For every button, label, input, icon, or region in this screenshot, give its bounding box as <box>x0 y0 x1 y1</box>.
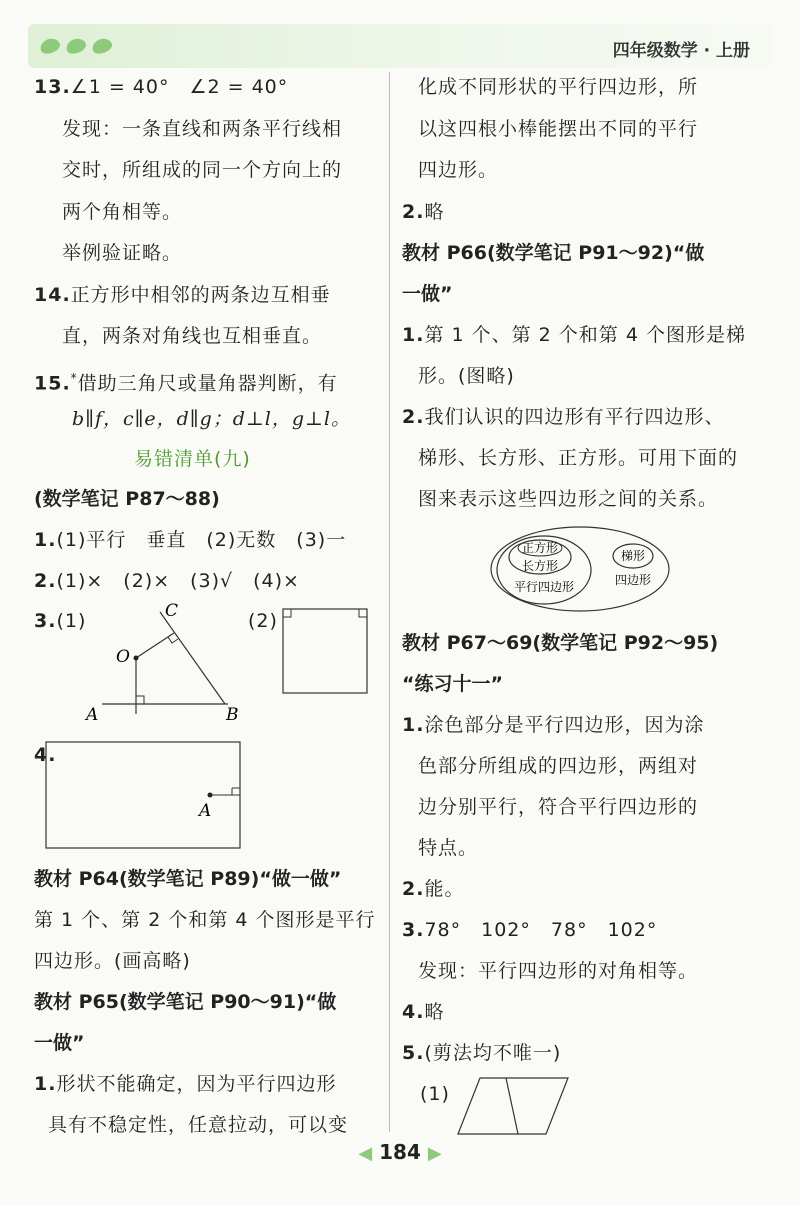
q13 <box>34 74 288 100</box>
q15-text: 借助三角尺或量角器判断，有 <box>77 372 338 395</box>
p65-q1 <box>34 1071 336 1097</box>
p65-text: 形状不能确定，因为平行四边形 <box>56 1073 337 1095</box>
leaf-icon <box>38 36 62 56</box>
leaf-icon <box>90 36 114 56</box>
p66-q1-line: 形。(图略) <box>418 365 515 387</box>
q13-number: 13. <box>34 76 71 98</box>
e1-text: 涂色部分是平行四边形，因为涂 <box>424 714 705 736</box>
e3-text: 78° 102° 78° 102° <box>424 919 658 941</box>
a4-num: 4. <box>34 744 57 766</box>
r2 <box>402 199 444 225</box>
textbook-p66-heading-cont: 一做” <box>402 283 453 305</box>
square-figure <box>280 606 372 696</box>
left-arrow-icon: ◀ <box>358 1143 373 1164</box>
e2 <box>402 876 464 902</box>
right-arrow-icon: ▶ <box>427 1143 442 1164</box>
header-title: 四年级数学 · 上册 <box>612 41 750 61</box>
q13-line: 两个角相等。 <box>62 201 183 223</box>
e1-number: 1. <box>402 714 425 736</box>
q13-answer: ∠1 = 40° ∠2 = 40° <box>70 76 289 98</box>
q14 <box>34 282 331 308</box>
p66-q2-line: 梯形、长方形、正方形。可用下面的 <box>418 447 739 469</box>
a1-number: 1. <box>34 529 57 551</box>
p66-q1 <box>402 322 746 348</box>
textbook-p67-heading-cont: “练习十一” <box>402 673 503 695</box>
p66-q1-number: 1. <box>402 324 425 346</box>
q13-line: 举例验证略。 <box>62 242 183 264</box>
q14-text: 正方形中相邻的两条边互相垂 <box>70 284 331 306</box>
r2-text: 略 <box>424 201 445 223</box>
e5-text: (剪法均不唯一) <box>424 1042 562 1064</box>
e4-number: 4. <box>402 1001 425 1023</box>
q15 <box>34 365 338 396</box>
a2 <box>34 568 300 594</box>
e2-number: 2. <box>402 878 425 900</box>
e4-text: 略 <box>424 1001 445 1023</box>
a2-number: 2. <box>34 570 57 592</box>
e5-number: 5. <box>402 1042 425 1064</box>
e1-line: 色部分所组成的四边形，两组对 <box>418 755 699 777</box>
e1 <box>402 712 704 738</box>
cont-line: 四边形。 <box>418 159 499 181</box>
column-divider <box>389 72 390 1132</box>
p66-q1-text: 第 1 个、第 2 个和第 4 个图形是梯 <box>424 324 746 346</box>
page-header <box>28 24 772 68</box>
e3-line: 发现：平行四边形的对角相等。 <box>418 960 699 982</box>
label-C: C <box>165 601 179 621</box>
cont-line: 化成不同形状的平行四边形，所 <box>418 76 699 98</box>
q14-number: 14. <box>34 284 71 306</box>
page-number <box>345 1140 455 1164</box>
textbook-p67-heading: 教材 P67～69(数学笔记 P92～95) <box>402 632 719 654</box>
venn-quadrilateral-label: 四边形 <box>614 573 652 587</box>
a1-text: (1)平行 垂直 (2)无数 (3)一 <box>56 529 347 551</box>
p64-line: 第 1 个、第 2 个和第 4 个图形是平行 <box>34 909 376 931</box>
e1-line: 特点。 <box>418 837 479 859</box>
textbook-p65-heading: 教材 P65(数学笔记 P90～91)“做 <box>34 991 337 1013</box>
q15-line: b∥f，c∥e，d∥g；d⊥l，g⊥l。 <box>72 408 351 430</box>
q13-line: 交时，所组成的同一个方向上的 <box>62 159 343 181</box>
label-O: O <box>116 647 130 667</box>
leaf-icon <box>64 36 88 56</box>
perpendicular-figure <box>80 600 250 730</box>
venn-trapezoid-label: 梯形 <box>620 549 646 563</box>
parallelogram-cut-figure <box>452 1074 574 1138</box>
e5 <box>402 1040 561 1066</box>
a3-number: 3. <box>34 610 57 632</box>
q15-number: 15. <box>34 372 71 395</box>
e4 <box>402 999 444 1025</box>
a2-text: (1)× (2)× (3)√ (4)× <box>56 570 300 592</box>
textbook-p66-heading: 教材 P66(数学笔记 P91～92)“做 <box>402 242 705 264</box>
q15-star: * <box>70 371 78 385</box>
cont-line: 以这四根小棒能摆出不同的平行 <box>418 118 699 140</box>
venn-square-label: 正方形 <box>521 541 559 555</box>
p66-q2-line: 图来表示这些四边形之间的关系。 <box>418 488 719 510</box>
e1-line: 边分别平行，符合平行四边形的 <box>418 796 699 818</box>
rectangle-figure <box>44 740 244 852</box>
a1 <box>34 527 346 553</box>
p64-line: 四边形。(画高略) <box>34 950 191 972</box>
textbook-p64-heading: 教材 P64(数学笔记 P89)“做一做” <box>34 868 342 890</box>
q13-line: 发现：一条直线和两条平行线相 <box>62 118 343 140</box>
venn-rectangle-label: 长方形 <box>521 559 559 573</box>
q14-line: 直，两条对角线也互相垂直。 <box>62 325 323 347</box>
page-number-value: 184 <box>379 1140 421 1164</box>
a3-sub1: (1) <box>56 610 87 632</box>
section-title: 易错清单(九) <box>134 448 251 470</box>
notes-reference: (数学笔记 P87～88) <box>34 488 220 510</box>
p66-q2 <box>402 404 724 430</box>
label-B: B <box>226 705 239 725</box>
e2-text: 能。 <box>424 878 465 900</box>
p66-q2-number: 2. <box>402 406 425 428</box>
r2-number: 2. <box>402 201 425 223</box>
a3 <box>34 608 86 634</box>
a3-sub2: (2) <box>248 610 278 632</box>
textbook-p65-heading-cont: 一做” <box>34 1032 85 1054</box>
p65-number: 1. <box>34 1073 57 1095</box>
e5-sub1: (1) <box>420 1083 450 1105</box>
label-A: A <box>86 705 99 725</box>
quadrilateral-venn-diagram <box>488 524 672 614</box>
e3-number: 3. <box>402 919 425 941</box>
p66-q2-text: 我们认识的四边形有平行四边形、 <box>424 406 725 428</box>
venn-parallelogram-label: 平行四边形 <box>513 580 575 594</box>
label-A: A <box>199 801 212 821</box>
p65-line: 具有不稳定性，任意拉动，可以变 <box>48 1114 349 1136</box>
e3 <box>402 917 657 943</box>
